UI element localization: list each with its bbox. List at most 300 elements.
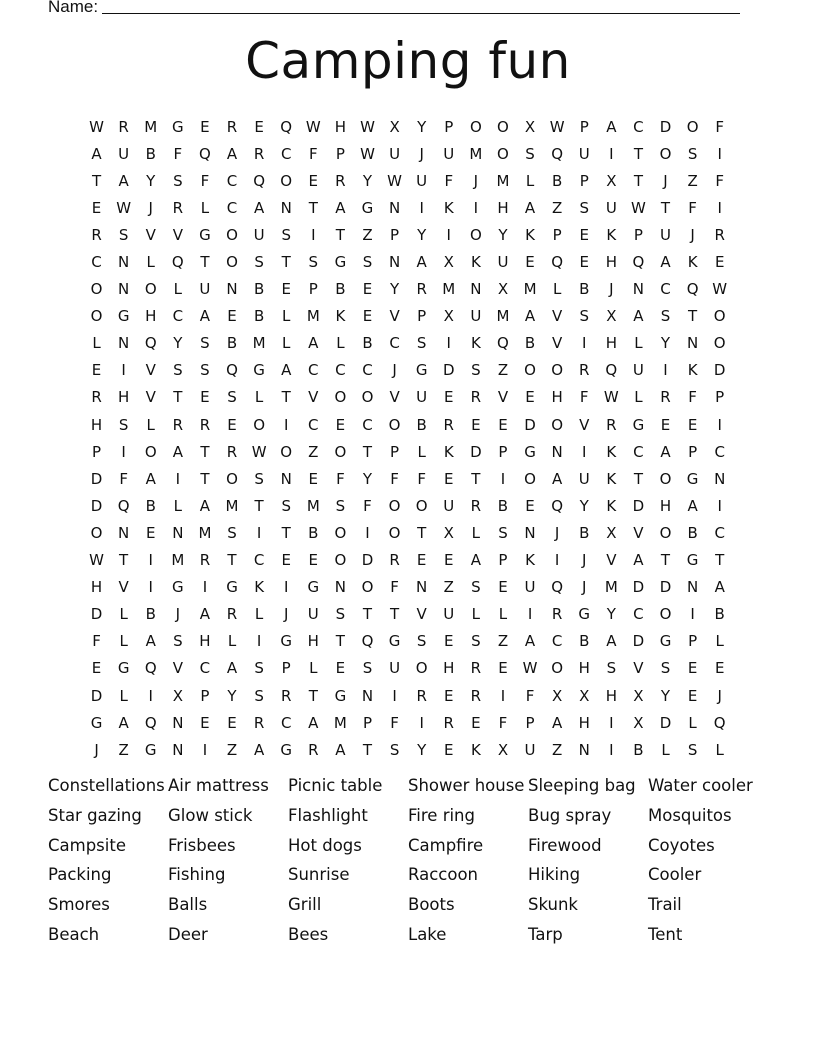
grid-letter: I [283, 415, 289, 434]
grid-letter: S [362, 659, 373, 678]
grid-letter: Z [118, 740, 129, 759]
grid-letter: W [251, 442, 267, 461]
grid-letter: O [226, 253, 238, 272]
grid-letter: O [144, 442, 157, 461]
grid-letter: F [498, 713, 508, 732]
grid-letter: R [118, 117, 129, 136]
grid-letter: I [256, 632, 262, 651]
grid-letter: E [362, 280, 373, 299]
grid-letter: M [225, 496, 239, 515]
grid-letter: O [388, 496, 401, 515]
grid-letter: A [118, 713, 129, 732]
grid-letter: N [118, 523, 130, 542]
grid-letter: Q [605, 361, 618, 380]
grid-letter: N [334, 578, 346, 597]
grid-letter: B [524, 334, 536, 353]
grid-letter: K [443, 198, 454, 217]
word-list-item: Shower house [408, 776, 525, 795]
grid-letter: H [118, 388, 130, 407]
grid-letter: M [171, 551, 185, 570]
grid-letter: E [227, 307, 237, 326]
grid-letter: I [446, 334, 451, 353]
grid-letter: S [416, 334, 427, 353]
grid-letter: C [714, 523, 725, 542]
grid-letter: P [525, 713, 535, 732]
grid-letter: U [605, 198, 617, 217]
grid-letter: U [253, 225, 265, 244]
grid-letter: L [634, 334, 643, 353]
word-list-item: Fishing [168, 865, 226, 885]
grid-letter: C [362, 415, 373, 434]
grid-letter: O [415, 659, 428, 678]
grid-letter: D [90, 469, 103, 488]
grid-letter: W [712, 280, 728, 299]
grid-letter: S [335, 496, 346, 515]
grid-letter: O [144, 280, 157, 299]
grid-letter: F [444, 171, 454, 190]
grid-letter: C [280, 144, 292, 163]
word-list-item: Glow stick [168, 805, 253, 825]
grid-letter: U [118, 144, 130, 163]
grid-letter: O [551, 415, 564, 434]
grid-letter: K [335, 307, 346, 326]
grid-letter: G [686, 551, 699, 570]
grid-letter: G [172, 117, 184, 136]
grid-letter: A [91, 144, 102, 163]
grid-letter: S [471, 578, 481, 597]
grid-letter: F [390, 713, 399, 732]
grid-letter: J [283, 605, 289, 624]
grid-letter: O [659, 605, 672, 624]
grid-letter: K [254, 578, 265, 597]
grid-letter: Z [497, 632, 509, 651]
word-list-item: Packing [48, 865, 112, 885]
grid-letter: W [522, 659, 538, 678]
grid-letter: T [281, 523, 291, 542]
grid-letter: V [552, 307, 563, 326]
grid-letter: F [688, 198, 697, 217]
grid-letter: U [307, 605, 319, 624]
word-list-item: Firewood [528, 835, 602, 855]
grid-letter: Z [497, 361, 509, 380]
word-list-item: Hiking [528, 865, 581, 885]
grid-letter: Q [551, 578, 564, 597]
grid-letter: M [306, 307, 320, 326]
grid-letter: P [498, 442, 508, 461]
grid-letter: I [148, 578, 153, 597]
grid-letter: R [91, 225, 102, 244]
grid-letter: H [145, 307, 157, 326]
grid-letter: R [226, 605, 238, 624]
word-list-item: Water cooler [648, 776, 753, 795]
grid-letter: W [387, 171, 402, 190]
grid-letter: N [714, 469, 726, 488]
grid-letter: Q [713, 713, 726, 732]
grid-letter: Z [552, 740, 563, 759]
grid-letter: E [444, 388, 454, 407]
grid-letter: R [172, 198, 184, 217]
grid-letter: F [173, 144, 183, 163]
grid-letter: I [663, 361, 668, 380]
grid-letter: T [173, 388, 183, 407]
grid-letter: G [144, 740, 157, 759]
grid-letter: B [579, 632, 590, 651]
grid-letter: B [335, 280, 346, 299]
grid-letter: A [687, 496, 698, 515]
grid-letter: Y [606, 605, 616, 624]
grid-letter: L [417, 442, 426, 461]
grid-letter: E [308, 171, 319, 190]
grid-letter: I [365, 523, 370, 542]
grid-letter: F [525, 686, 535, 705]
grid-letter: H [659, 496, 672, 515]
grid-letter: S [200, 361, 210, 380]
grid-letter: Q [144, 659, 157, 678]
grid-letter: E [525, 253, 535, 272]
grid-letter: G [361, 198, 374, 217]
grid-letter: M [333, 713, 347, 732]
grid-letter: I [283, 578, 289, 597]
grid-letter: I [609, 740, 614, 759]
grid-letter: J [663, 171, 668, 190]
grid-letter: G [686, 469, 699, 488]
grid-letter: L [227, 632, 237, 651]
grid-letter: E [687, 415, 698, 434]
word-list-item: Sunrise [288, 865, 350, 885]
grid-letter: E [91, 659, 102, 678]
grid-letter: O [713, 307, 726, 326]
grid-letter: R [226, 117, 238, 136]
grid-letter: O [90, 523, 103, 542]
grid-letter: Q [551, 253, 564, 272]
grid-letter: Q [226, 361, 238, 380]
grid-letter: E [200, 713, 210, 732]
grid-letter: N [172, 740, 184, 759]
grid-letter: L [525, 171, 535, 190]
grid-letter: V [308, 388, 319, 407]
grid-letter: F [308, 144, 318, 163]
grid-letter: S [118, 415, 129, 434]
grid-letter: E [335, 659, 346, 678]
grid-letter: F [715, 117, 725, 136]
grid-letter: A [145, 632, 156, 651]
word-list-item: Balls [168, 895, 208, 915]
grid-letter: D [632, 496, 645, 515]
grid-letter: E [444, 632, 454, 651]
grid-letter: M [496, 171, 510, 190]
grid-letter: X [497, 740, 509, 759]
grid-letter: L [634, 388, 643, 407]
grid-letter: Q [551, 496, 564, 515]
grid-letter: E [200, 388, 210, 407]
grid-letter: X [497, 280, 509, 299]
grid-letter: N [280, 198, 292, 217]
grid-letter: W [360, 144, 375, 163]
grid-letter: U [524, 578, 536, 597]
grid-letter: T [362, 740, 373, 759]
grid-letter: T [227, 551, 237, 570]
grid-letter: U [497, 253, 509, 272]
grid-letter: T [633, 469, 643, 488]
grid-letter: F [119, 469, 128, 488]
grid-letter: Z [687, 171, 698, 190]
grid-letter: K [606, 225, 617, 244]
word-list-item: Cooler [648, 865, 702, 885]
grid-letter: V [606, 551, 617, 570]
grid-letter: X [606, 171, 617, 190]
grid-letter: J [419, 144, 424, 163]
grid-letter: N [686, 334, 699, 353]
grid-letter: P [444, 117, 454, 136]
grid-letter: O [469, 225, 482, 244]
grid-letter: Z [308, 442, 319, 461]
grid-letter: E [91, 361, 102, 380]
grid-letter: K [606, 496, 617, 515]
grid-letter: N [388, 198, 401, 217]
grid-letter: N [118, 253, 130, 272]
grid-letter: Y [660, 686, 671, 705]
grid-letter: P [335, 144, 345, 163]
word-list [48, 776, 768, 955]
grid-letter: C [633, 117, 644, 136]
word-list-item: Bug spray [528, 805, 612, 825]
grid-letter: Y [389, 280, 400, 299]
grid-letter: J [148, 198, 153, 217]
grid-letter: S [118, 225, 129, 244]
grid-letter: H [199, 632, 211, 651]
grid-letter: X [606, 307, 617, 326]
grid-letter: G [524, 442, 536, 461]
grid-letter: W [631, 198, 646, 217]
grid-letter: E [227, 415, 237, 434]
grid-letter: C [633, 605, 644, 624]
grid-letter: A [226, 144, 238, 163]
grid-letter: B [416, 415, 427, 434]
grid-letter: K [606, 442, 617, 461]
word-list-item: Bees [288, 924, 329, 944]
grid-letter: E [687, 659, 698, 678]
grid-letter: W [305, 117, 321, 136]
grid-letter: X [606, 523, 617, 542]
grid-letter: Q [144, 713, 157, 732]
grid-letter: Q [199, 144, 211, 163]
grid-letter: E [579, 253, 589, 272]
grid-letter: A [524, 632, 536, 651]
grid-letter: S [227, 523, 237, 542]
grid-letter: O [659, 523, 672, 542]
grid-letter: G [307, 578, 320, 597]
grid-letter: F [715, 171, 725, 190]
grid-letter: P [688, 442, 698, 461]
grid-letter: T [91, 171, 102, 190]
grid-letter: S [389, 740, 400, 759]
grid-letter: H [551, 388, 563, 407]
grid-letter: S [606, 659, 617, 678]
grid-letter: T [335, 632, 345, 651]
grid-letter: I [121, 361, 126, 380]
grid-letter: S [660, 659, 671, 678]
grid-letter: A [524, 307, 536, 326]
grid-letter: A [308, 334, 319, 353]
grid-letter: U [389, 659, 401, 678]
grid-letter: S [173, 632, 183, 651]
grid-letter: V [389, 307, 400, 326]
grid-letter: Q [253, 171, 266, 190]
grid-letter: S [471, 632, 481, 651]
grid-letter: K [687, 253, 698, 272]
grid-letter: A [470, 551, 481, 570]
grid-letter: I [202, 740, 208, 759]
grid-letter: R [308, 740, 319, 759]
grid-letter: L [119, 686, 128, 705]
grid-letter: I [148, 686, 153, 705]
grid-letter: Y [579, 496, 589, 515]
grid-letter: J [554, 523, 560, 542]
grid-letter: H [307, 632, 319, 651]
grid-letter: Y [498, 225, 508, 244]
grid-letter: E [525, 496, 535, 515]
grid-letter: D [90, 496, 103, 515]
grid-letter: T [308, 198, 318, 217]
grid-letter: B [145, 605, 156, 624]
grid-letter: R [253, 713, 265, 732]
grid-letter: C [335, 361, 346, 380]
grid-letter: J [582, 578, 587, 597]
grid-letter: P [362, 713, 372, 732]
grid-letter: R [606, 415, 617, 434]
grid-letter: O [226, 225, 238, 244]
grid-letter: S [579, 198, 589, 217]
grid-letter: U [443, 605, 455, 624]
grid-letter: R [389, 551, 400, 570]
grid-letter: D [632, 578, 645, 597]
grid-letter: T [362, 605, 373, 624]
grid-letter: S [687, 144, 698, 163]
grid-letter: X [552, 686, 563, 705]
grid-letter: U [416, 388, 428, 407]
grid-letter: N [172, 713, 184, 732]
grid-letter: E [281, 551, 291, 570]
grid-letter: A [524, 198, 536, 217]
grid-letter: V [118, 578, 129, 597]
grid-letter: J [94, 740, 99, 759]
word-list-item: Beach [48, 924, 100, 944]
grid-letter: E [714, 253, 725, 272]
grid-letter: O [226, 469, 238, 488]
grid-letter: G [280, 740, 293, 759]
grid-letter: I [717, 198, 722, 217]
grid-letter: M [523, 280, 537, 299]
grid-letter: B [633, 740, 644, 759]
grid-letter: F [688, 388, 697, 407]
grid-letter: V [145, 388, 156, 407]
grid-letter: R [416, 686, 427, 705]
grid-letter: I [554, 551, 560, 570]
grid-letter: E [281, 280, 291, 299]
grid-letter: E [335, 415, 346, 434]
grid-letter: X [524, 117, 536, 136]
grid-letter: R [470, 496, 482, 515]
grid-letter: U [199, 280, 211, 299]
grid-letter: R [579, 361, 590, 380]
letter-grid [83, 113, 733, 763]
grid-letter: L [173, 280, 182, 299]
grid-letter: W [549, 117, 565, 136]
word-list-item: Raccoon [408, 865, 479, 885]
grid-letter: L [119, 632, 128, 651]
grid-letter: A [660, 442, 671, 461]
grid-letter: J [690, 225, 695, 244]
grid-letter: O [334, 551, 347, 570]
grid-letter: I [446, 225, 451, 244]
grid-letter: R [172, 415, 184, 434]
grid-letter: S [200, 334, 210, 353]
grid-letter: M [469, 144, 483, 163]
grid-letter: A [199, 307, 211, 326]
grid-letter: C [551, 632, 563, 651]
grid-letter: O [551, 659, 564, 678]
grid-letter: E [308, 469, 319, 488]
grid-letter: E [362, 307, 373, 326]
word-list-item: Picnic table [288, 776, 383, 795]
grid-letter: T [119, 551, 129, 570]
grid-letter: N [280, 469, 292, 488]
grid-letter: Y [227, 686, 237, 705]
grid-letter: L [336, 334, 345, 353]
grid-letter: Z [226, 740, 238, 759]
grid-letter: H [605, 686, 617, 705]
grid-letter: L [715, 632, 724, 651]
grid-letter: R [280, 686, 292, 705]
grid-letter: M [496, 307, 510, 326]
grid-letter: G [388, 632, 401, 651]
grid-letter: O [497, 144, 509, 163]
grid-letter: N [172, 523, 184, 542]
grid-letter: H [497, 198, 509, 217]
word-list-item: Campfire [408, 835, 484, 855]
grid-letter: K [470, 740, 481, 759]
grid-letter: T [688, 307, 698, 326]
grid-letter: K [470, 334, 481, 353]
grid-letter: R [199, 415, 211, 434]
grid-letter: X [389, 117, 400, 136]
grid-letter: O [334, 388, 347, 407]
grid-letter: D [713, 361, 726, 380]
grid-letter: C [280, 713, 292, 732]
grid-letter: S [254, 253, 264, 272]
grid-letter: A [253, 198, 265, 217]
grid-letter: A [606, 117, 617, 136]
grid-letter: Q [117, 496, 130, 515]
grid-letter: T [660, 198, 671, 217]
grid-letter: S [335, 605, 346, 624]
grid-letter: Y [660, 334, 671, 353]
grid-letter: E [714, 659, 725, 678]
word-list-item: Deer [168, 924, 208, 944]
grid-letter: N [686, 578, 699, 597]
grid-letter: V [145, 361, 156, 380]
grid-letter: G [334, 253, 347, 272]
grid-letter: J [392, 361, 397, 380]
grid-letter: E [525, 388, 535, 407]
grid-letter: P [390, 225, 400, 244]
grid-letter: A [199, 496, 211, 515]
grid-letter: B [226, 334, 238, 353]
grid-letter: O [388, 523, 401, 542]
grid-letter: K [443, 442, 454, 461]
grid-letter: D [361, 551, 374, 570]
grid-letter: C [389, 334, 400, 353]
